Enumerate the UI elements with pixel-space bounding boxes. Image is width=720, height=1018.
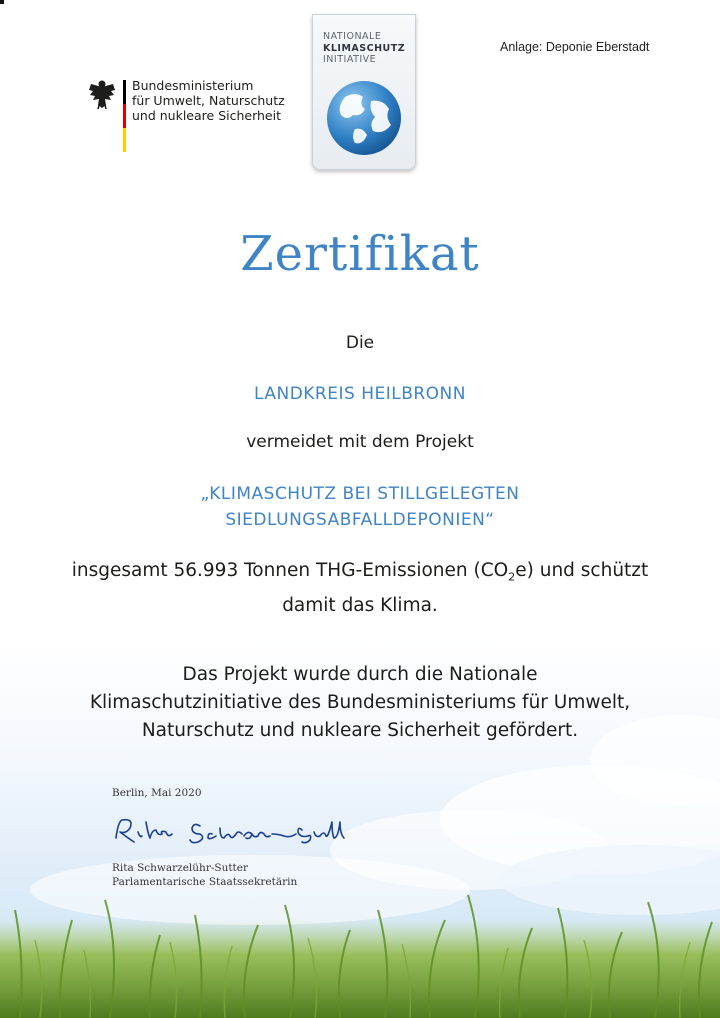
project-name	[0, 481, 720, 533]
federal-eagle-icon	[88, 78, 116, 110]
ministry-name-line: Bundesministerium	[132, 78, 254, 93]
funding-statement	[0, 661, 720, 745]
handwritten-signature	[112, 808, 372, 860]
signer-name: Rita Schwarzelühr-Sutter	[112, 862, 249, 874]
german-flag-bar	[123, 80, 126, 152]
emissions-line-2: damit das Klima.	[282, 594, 438, 616]
ministry-name-line: und nukleare Sicherheit	[132, 108, 281, 123]
flag-stripe-black	[123, 80, 126, 104]
ministry-name-line: für Umwelt, Naturschutz	[132, 93, 285, 108]
verb-phrase: vermeidet mit dem Projekt	[246, 432, 474, 452]
organization-name: LANDKREIS HEILBRONN	[253, 384, 466, 404]
emissions-subscript: 2	[508, 570, 516, 584]
nki-logo-text	[323, 31, 405, 66]
place-date: Berlin, Mai 2020	[112, 787, 202, 799]
nki-line-3: INITIATIVE	[323, 54, 377, 65]
nki-line-1: NATIONALE	[323, 31, 382, 42]
nki-line-2: KLIMASCHUTZ	[323, 42, 406, 54]
project-name-line-1: „KLIMASCHUTZ BEI STILLGELEGTEN	[200, 484, 520, 504]
signer-block	[112, 862, 297, 889]
signer-title: Parlamentarische Staatssekretärin	[112, 875, 298, 888]
flag-stripe-red	[123, 104, 126, 128]
certificate-title: Zertifikat	[240, 226, 480, 282]
emissions-suffix: e) und schützt	[515, 560, 649, 581]
scan-corner-mark	[0, 0, 4, 4]
funding-line-3: Naturschutz und nukleare Sicherheit gefördert.	[141, 720, 579, 741]
funding-line-1: Das Projekt wurde durch die Nationale	[182, 664, 538, 685]
grass-field-background	[0, 880, 720, 1018]
emissions-statement	[0, 557, 720, 620]
intro-text: Die	[345, 333, 375, 353]
annex-note: Anlage: Deponie Eberstadt	[500, 40, 650, 54]
emissions-prefix: insgesamt 56.993 Tonnen THG-Emissionen (CO	[71, 560, 509, 581]
ministry-name	[132, 78, 285, 123]
globe-icon	[325, 79, 403, 157]
flag-stripe-gold	[123, 128, 126, 152]
nki-logo-badge	[312, 14, 416, 170]
funding-line-2: Klimaschutzinitiative des Bundesministeriums für Umwelt,	[89, 692, 631, 713]
project-name-line-2: SIEDLUNGSABFALLDEPONIEN“	[225, 510, 495, 530]
emissions-line-1	[0, 557, 720, 592]
